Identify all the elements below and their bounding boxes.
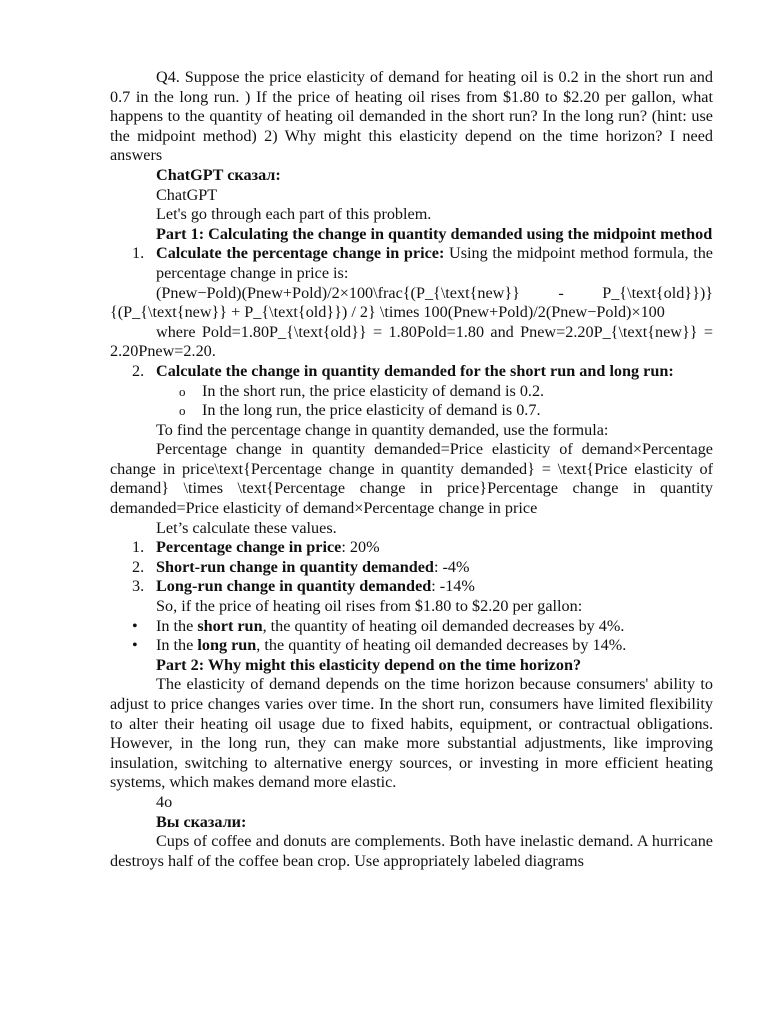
step1-text: Using the midpoint method formula, the percentage change in price is: <box>156 244 713 282</box>
result-item <box>110 558 713 578</box>
bullet-item-short-run <box>110 617 713 637</box>
part1-heading <box>110 225 713 245</box>
step1-bold: Calculate the percentage change in price: <box>156 244 445 263</box>
model-label: 4o <box>156 792 173 811</box>
step1-number: 1. <box>132 244 145 263</box>
result-item <box>110 577 713 597</box>
result-value: : -14% <box>431 577 475 596</box>
where-line: where Pold=1.80P_{\text{old}} = 1.80Pold=1.80 and Pnew=2.20P_{\text{new}} = 2.20Pnew=2.20. <box>110 322 713 361</box>
calc-intro: Let’s calculate these values. <box>156 518 337 537</box>
result-label: Percentage change in price <box>156 538 342 557</box>
result-number: 3. <box>132 577 145 596</box>
result-number: 1. <box>132 538 145 557</box>
bullet-item-long-run <box>110 636 713 656</box>
bullet-post: , the quantity of heating oil demanded decreases by 4%. <box>262 616 625 635</box>
so-line: So, if the price of heating oil rises from $1.80 to $2.20 per gallon: <box>156 597 583 616</box>
result-label: Long-run change in quantity demanded <box>156 577 432 596</box>
chatgpt-name: ChatGPT <box>156 185 218 204</box>
result-value: : -4% <box>433 557 470 576</box>
chatgpt-said-text: ChatGPT сказал: <box>156 165 281 184</box>
intro-line: Let's go through each part of this problem. <box>156 205 432 224</box>
part1-heading-text: Part 1: Calculating the change in quantity demanded using the midpoint method <box>156 224 713 243</box>
circle-bullet-icon: o <box>179 403 186 419</box>
chatgpt-said-label <box>110 166 713 186</box>
result-item <box>110 538 713 558</box>
sub-item-short-run <box>110 382 713 402</box>
step2-bold: Calculate the change in quantity demanded for the short run and long run: <box>156 361 674 380</box>
bullet-bold: short run <box>197 616 263 635</box>
step1-item <box>110 244 713 283</box>
bullet-pre: In the <box>156 636 198 655</box>
result-number: 2. <box>132 557 145 576</box>
step2-number: 2. <box>132 361 145 380</box>
you-said-label <box>110 813 713 833</box>
sub-item-text: In the long run, the price elasticity of demand is 0.7. <box>202 401 541 420</box>
formula1: (Pnew−Pold)(Pnew+Pold)/2×100\frac{(P_{\text{new}} - P_{\text{old}})}{(P_{\text{new}} + P_{\text{old}}) / 2} \times 100(Pnew+Pold)/2(Pnew−Pold)×100 <box>110 283 713 322</box>
formula-intro: To find the percentage change in quantity demanded, use the formula: <box>156 420 609 439</box>
bullet-post: , the quantity of heating oil demanded decreases by 14%. <box>256 636 627 655</box>
part2-paragraph: The elasticity of demand depends on the time horizon because consumers' ability to adjust to price changes varies over time. In the short run, consumers have limited flexibility to alter their heating oil usage due to fixed habits, equipment, or contractual obligations. However, in the long run, they can make more substantial adjustments, like improving insulation, switching to alternative energy sources, or investing in more efficient heating systems, which makes demand more elastic. <box>110 675 713 792</box>
next-question-paragraph: Cups of coffee and donuts are complements. Both have inelastic demand. A hurricane destroys half of the coffee bean crop. Use appropriately labeled diagrams <box>110 832 713 870</box>
question-paragraph: Q4. Suppose the price elasticity of demand for heating oil is 0.2 in the short run and 0.7 in the long run. ) If the price of heating oil rises from $1.80 to $2.20 per gallon, what happens to the quantity of heating oil demanded in the short run? In the long run? (hint: use the midpoint method) 2) Why might this elasticity depend on the time horizon? I need answers <box>110 68 713 165</box>
sub-item-text: In the short run, the price elasticity of demand is 0.2. <box>202 381 545 400</box>
part2-heading-text: Part 2: Why might this elasticity depend on the time horizon? <box>156 655 582 674</box>
you-said-text: Вы сказали: <box>156 812 247 831</box>
bullet-dot-icon: • <box>132 636 138 655</box>
part2-heading <box>110 656 713 676</box>
bullet-pre: In the <box>156 616 198 635</box>
formula2: Percentage change in quantity demanded=Price elasticity of demand×Percentage change in price\text{Percentage change in quantity demanded} = \text{Price elasticity of demand} \times \text{Percentage change in price}Percentage change in quantity demanded=Price elasticity of demand×Percentage change in price <box>110 440 713 518</box>
circle-bullet-icon: o <box>179 383 186 399</box>
result-value: : 20% <box>341 538 380 557</box>
bullet-bold: long run <box>197 636 257 655</box>
bullet-dot-icon: • <box>132 616 138 635</box>
sub-item-long-run <box>110 401 713 421</box>
step2-item <box>110 362 713 382</box>
result-label: Short-run change in quantity demanded <box>156 557 434 576</box>
